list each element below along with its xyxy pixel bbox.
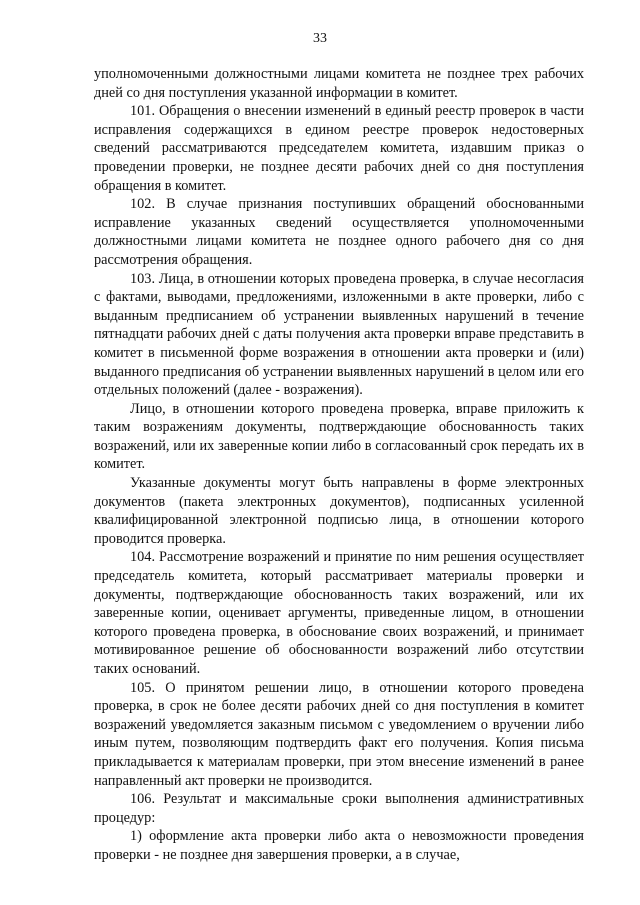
paragraph-104: 104. Рассмотрение возражений и принятие по ним решения осуществляет председатель комитета, который рассматривает материалы проверки и документы, подтверждающие обоснованность таких возражений, или их заверенные копии, оценивает аргументы, приведенные лицом, в отношении которого проведена проверка, в обоснование своих возражений, и принимает мотивированное решение об обоснованности возражений либо отсутствии таких оснований. bbox=[94, 549, 584, 677]
paragraph-105: 105. О принятом решении лицо, в отношении которого проведена проверка, в срок не более десяти рабочих дней со дня поступления в комитет возражений уведомляется заказным письмом с уведомлением о вручении либо иным путем, позволяющим подтвердить факт его получения. Копия письма прикладывается к материалам проверки, при этом внесение изменений в ранее направленный акт проверки не производится. bbox=[94, 679, 584, 789]
paragraph-101: 101. Обращения о внесении изменений в единый реестр проверок в части исправления содержащихся в едином реестре проверок недостоверных сведений рассматриваются председателем комитета, издавшим приказ о проведении проверки, не позднее десяти рабочих дней со дня поступления обращения в комитет. bbox=[94, 103, 584, 194]
paragraph-continuation: уполномоченными должностными лицами комитета не позднее трех рабочих дней со дня поступления указанной информации в комитет. bbox=[94, 66, 584, 101]
paragraph-106: 106. Результат и максимальные сроки выполнения административных процедур: bbox=[94, 791, 584, 826]
paragraph-103-electronic: Указанные документы могут быть направлены в форме электронных документов (пакета электронных документов), подписанных усиленной квалифицированной электронной подписью лица, в отношении которого проводится проверка. bbox=[94, 475, 584, 547]
paragraph-103: 103. Лица, в отношении которых проведена проверка, в случае несогласия с фактами, выводами, предложениями, изложенными в акте проверки, либо с выданным предписанием об устранении выявленных нарушений в течение пятнадцати рабочих дней с даты получения акта проверки вправе представить в комитет в письменной форме возражения в отношении акта проверки и (или) выданного предписания об устранении выявленных нарушений в целом или его отдельных положений (далее - возражения). bbox=[94, 270, 584, 399]
page-number: 33 bbox=[313, 31, 327, 46]
paragraph-102: 102. В случае признания поступивших обращений обоснованными исправление указанных сведений осуществляется уполномоченными должностными лицами комитета не позднее одного рабочего дня со дня рассмотрения обращения. bbox=[94, 196, 584, 268]
document-body bbox=[94, 65, 584, 865]
paragraph-103-attachments: Лицо, в отношении которого проведена проверка, вправе приложить к таким возражениям документы, подтверждающие обоснованность таких возражений, или их заверенные копии либо в согласованный срок передать их в комитет. bbox=[94, 400, 584, 473]
paragraph-106-item-1: 1) оформление акта проверки либо акта о невозможности проведения проверки - не позднее дня завершения проверки, а в случае, bbox=[94, 828, 584, 863]
